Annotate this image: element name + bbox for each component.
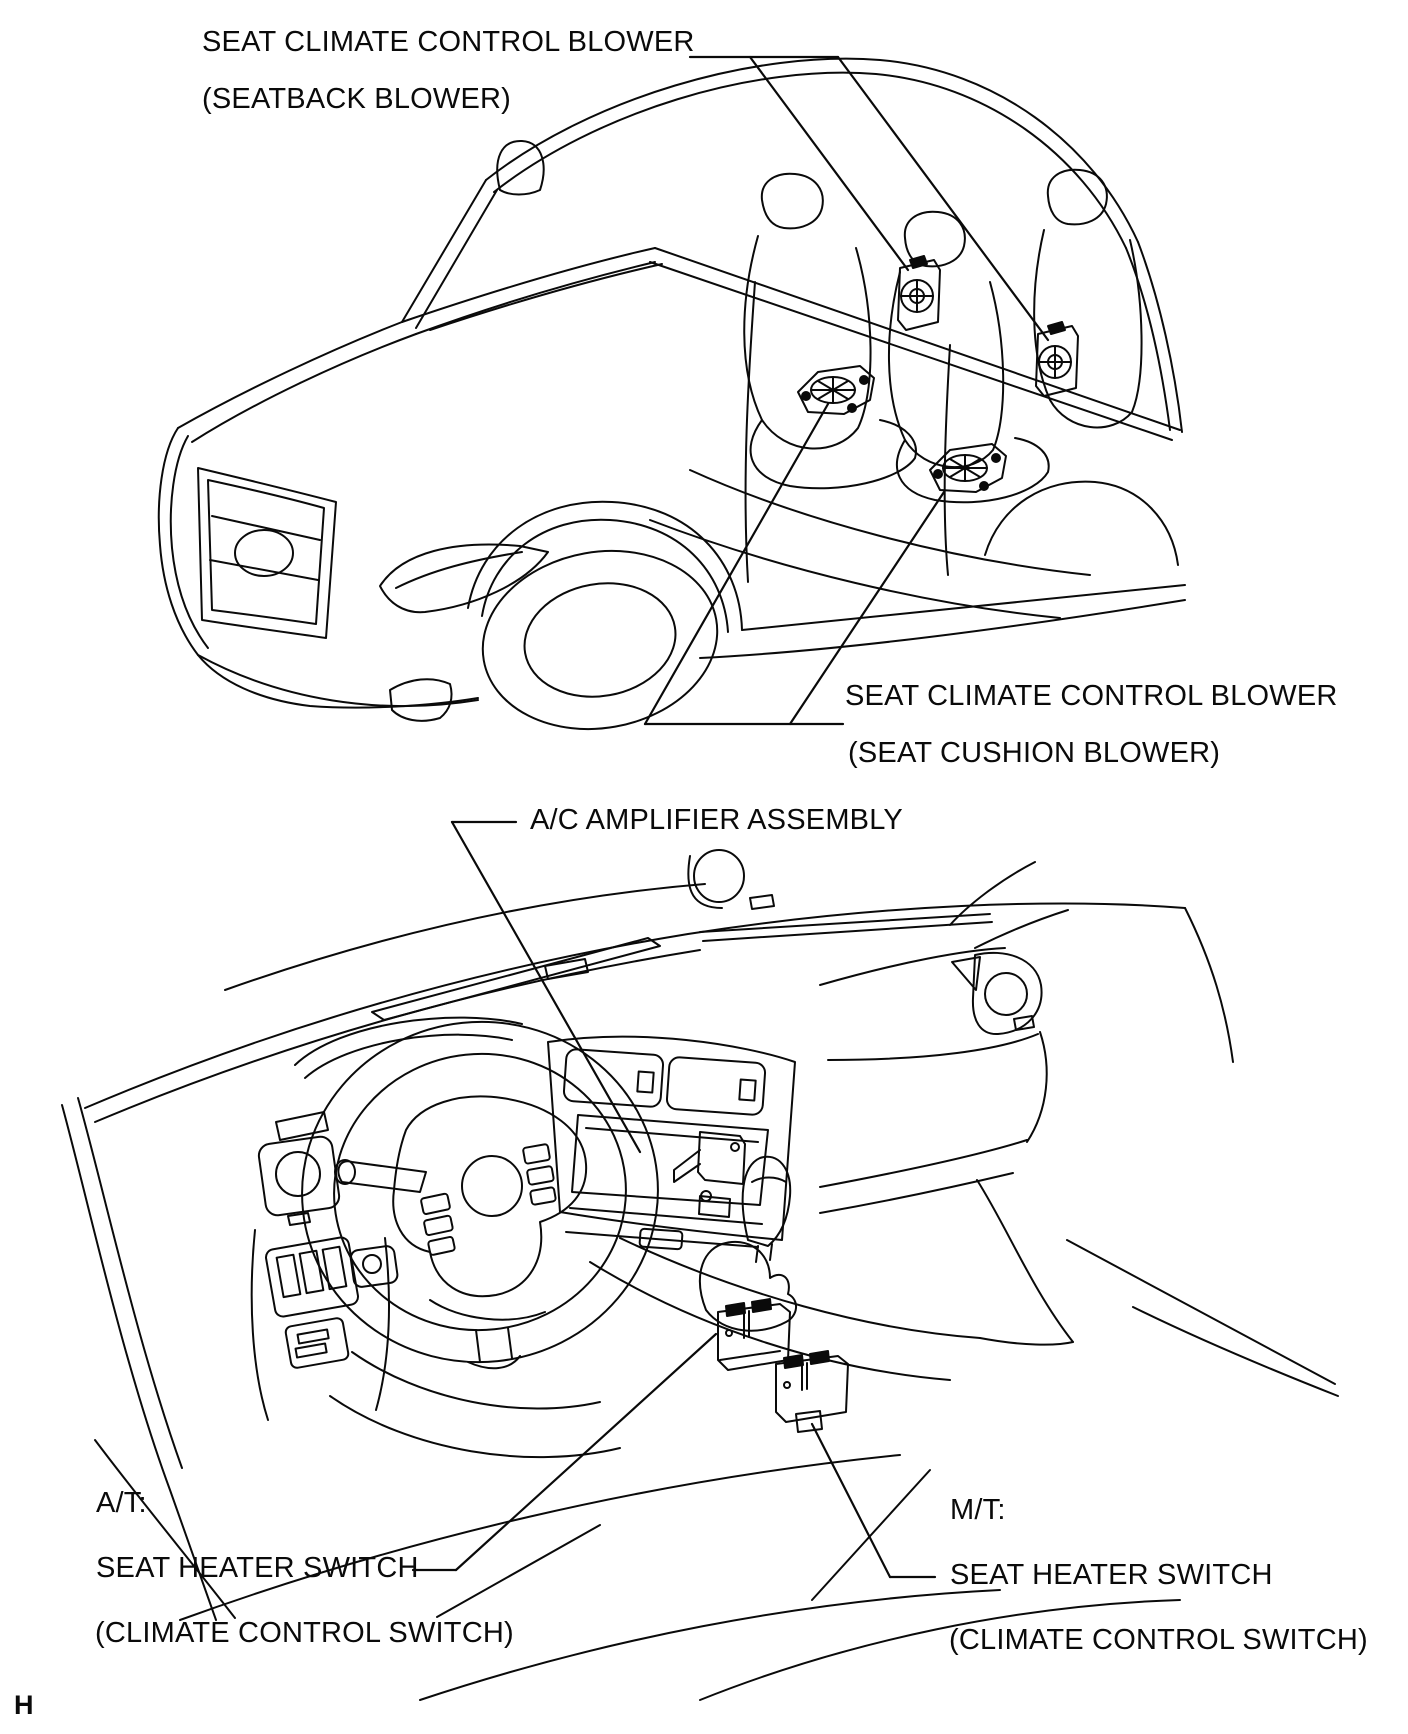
callout-seatback-blower-line2: (SEATBACK BLOWER) bbox=[202, 83, 512, 115]
callout-seatback-blower-line1: SEAT CLIMATE CONTROL BLOWER bbox=[202, 26, 695, 58]
leader-mt-switch bbox=[812, 1424, 935, 1577]
vehicle-overview-illustration bbox=[159, 57, 1185, 747]
callout-ac-amplifier: A/C AMPLIFIER ASSEMBLY bbox=[530, 804, 903, 836]
cushion-blower-front-glyph bbox=[798, 366, 874, 414]
cushion-blower-rear-glyph bbox=[930, 444, 1006, 492]
callout-at-prefix: A/T: bbox=[96, 1487, 147, 1519]
callout-mt-line1: SEAT HEATER SWITCH bbox=[950, 1559, 1273, 1591]
ac-amplifier-glyph bbox=[674, 1132, 745, 1217]
leader-ac-amplifier bbox=[452, 822, 640, 1152]
callout-mt-prefix: M/T: bbox=[950, 1494, 1006, 1526]
callout-cushion-blower-line1: SEAT CLIMATE CONTROL BLOWER bbox=[845, 680, 1338, 712]
callout-at-line2: (CLIMATE CONTROL SWITCH) bbox=[95, 1617, 514, 1649]
callout-cushion-blower-line2: (SEAT CUSHION BLOWER) bbox=[848, 737, 1221, 769]
page-marker: H bbox=[14, 1690, 34, 1720]
at-seat-heater-switch-glyph bbox=[718, 1299, 790, 1370]
callout-at-line1: SEAT HEATER SWITCH bbox=[96, 1552, 419, 1584]
callout-mt-line2: (CLIMATE CONTROL SWITCH) bbox=[949, 1624, 1368, 1656]
